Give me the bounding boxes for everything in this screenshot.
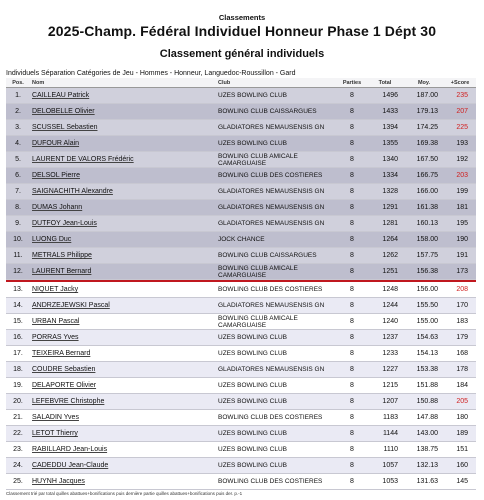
row-name — [30, 346, 216, 362]
row-name — [30, 248, 216, 264]
row-name — [30, 120, 216, 136]
row-club: UZES BOWLING CLUB — [216, 378, 338, 394]
row-score: 168 — [444, 346, 476, 362]
page-title: 2025-Champ. Fédéral Individuel Honneur Phase 1 Dépt 30 — [47, 23, 437, 39]
row-pos: 1. — [6, 88, 30, 104]
row-pos: 5. — [6, 152, 30, 168]
row-score: 193 — [444, 136, 476, 152]
column-header-moy[interactable]: Moy. — [404, 78, 444, 88]
row-pos: 24. — [6, 458, 30, 474]
player-name-link[interactable]: LEFEBVRE Christophe — [32, 398, 105, 405]
row-parties: 8 — [338, 232, 366, 248]
footer-note: Classement trié par total quilles abattues+bonifications puis dernière partie quilles abattues+bonifications puis der. p.-1 — [6, 491, 243, 496]
column-header-club[interactable]: Club — [216, 78, 338, 88]
table-row[interactable] — [6, 104, 476, 120]
table-row[interactable] — [6, 248, 476, 264]
row-parties: 8 — [338, 410, 366, 426]
row-moy: 166.00 — [404, 184, 444, 200]
table-row[interactable] — [6, 330, 476, 346]
row-club: BOWLING CLUB CAISSARGUES — [216, 248, 338, 264]
row-parties: 8 — [338, 248, 366, 264]
row-score: 178 — [444, 362, 476, 378]
row-name — [30, 184, 216, 200]
row-score: 192 — [444, 152, 476, 168]
row-total: 1233 — [366, 346, 404, 362]
table-row[interactable] — [6, 200, 476, 216]
row-score: 160 — [444, 458, 476, 474]
row-score: 191 — [444, 248, 476, 264]
page-subtitle: Classement général individuels — [159, 48, 325, 60]
player-name-link[interactable]: NIQUET Jacky — [32, 286, 79, 293]
row-club: BOWLING CLUB AMICALE CAMARGUAISE — [216, 314, 338, 330]
row-club: GLADIATORES NEMAUSENSIS GN — [216, 120, 338, 136]
row-pos: 19. — [6, 378, 30, 394]
row-club: UZES BOWLING CLUB — [216, 346, 338, 362]
table-row[interactable] — [6, 426, 476, 442]
row-parties: 8 — [338, 458, 366, 474]
row-name — [30, 330, 216, 346]
row-name — [30, 104, 216, 120]
row-pos: 10. — [6, 232, 30, 248]
row-moy: 156.38 — [404, 264, 444, 280]
row-name — [30, 474, 216, 490]
row-name — [30, 298, 216, 314]
row-moy: 151.88 — [404, 378, 444, 394]
player-name-link[interactable]: METRALS Philippe — [32, 252, 92, 259]
row-score: 145 — [444, 474, 476, 490]
row-parties: 8 — [338, 216, 366, 232]
player-name-link[interactable]: LAURENT DE VALORS Frédéric — [32, 156, 134, 163]
player-name-link[interactable]: DELOBELLE Olivier — [32, 108, 95, 115]
row-pos: 20. — [6, 394, 30, 410]
row-moy: 153.38 — [404, 362, 444, 378]
player-name-link[interactable]: LUONG Duc — [32, 236, 72, 243]
row-club: UZES BOWLING CLUB — [216, 394, 338, 410]
player-name-link[interactable]: CADEDDU Jean-Claude — [32, 462, 109, 469]
row-name — [30, 362, 216, 378]
row-parties: 8 — [338, 298, 366, 314]
player-name-link[interactable]: HUYNH Jacques — [32, 478, 85, 485]
table-row[interactable] — [6, 184, 476, 200]
table-row[interactable] — [6, 264, 476, 280]
row-total: 1334 — [366, 168, 404, 184]
row-parties: 8 — [338, 184, 366, 200]
row-parties: 8 — [338, 394, 366, 410]
row-name — [30, 216, 216, 232]
table-row[interactable] — [6, 216, 476, 232]
row-moy: 156.00 — [404, 282, 444, 298]
row-total: 1110 — [366, 442, 404, 458]
row-parties: 8 — [338, 330, 366, 346]
row-total: 1496 — [366, 88, 404, 104]
row-pos: 15. — [6, 314, 30, 330]
player-name-link[interactable]: DUMAS Johann — [32, 204, 83, 211]
row-score: 208 — [444, 282, 476, 298]
row-pos: 6. — [6, 168, 30, 184]
table-row[interactable] — [6, 410, 476, 426]
player-name-link[interactable]: DELAPORTE Olivier — [32, 382, 97, 389]
player-name-link[interactable]: TEIXEIRA Bernard — [32, 350, 91, 357]
row-total: 1244 — [366, 298, 404, 314]
row-club: UZES BOWLING CLUB — [216, 426, 338, 442]
row-club: GLADIATORES NEMAUSENSIS GN — [216, 298, 338, 314]
player-name-link[interactable]: SALADIN Yves — [32, 414, 79, 421]
table-row[interactable] — [6, 168, 476, 184]
row-total: 1215 — [366, 378, 404, 394]
row-moy: 150.88 — [404, 394, 444, 410]
row-total: 1264 — [366, 232, 404, 248]
row-score: 205 — [444, 394, 476, 410]
row-club: BOWLING CLUB DES COSTIERES — [216, 410, 338, 426]
row-parties: 8 — [338, 104, 366, 120]
table-row[interactable] — [6, 282, 476, 298]
row-moy: 143.00 — [404, 426, 444, 442]
row-club: JOCK CHANCE — [216, 232, 338, 248]
row-name — [30, 232, 216, 248]
table-row[interactable] — [6, 152, 476, 168]
row-total: 1227 — [366, 362, 404, 378]
row-parties: 8 — [338, 378, 366, 394]
row-moy: 161.38 — [404, 200, 444, 216]
player-name-link[interactable]: LETOT Thierry — [32, 430, 78, 437]
row-parties: 8 — [338, 474, 366, 490]
table-row[interactable] — [6, 394, 476, 410]
player-name-link[interactable]: URBAN Pascal — [32, 318, 80, 325]
row-moy: 147.88 — [404, 410, 444, 426]
row-pos: 12. — [6, 264, 30, 280]
row-total: 1433 — [366, 104, 404, 120]
row-pos: 17. — [6, 346, 30, 362]
row-club: BOWLING CLUB CAISSARGUES — [216, 104, 338, 120]
row-name — [30, 168, 216, 184]
row-total: 1291 — [366, 200, 404, 216]
row-club: BOWLING CLUB DES COSTIERES — [216, 282, 338, 298]
row-name — [30, 410, 216, 426]
row-total: 1328 — [366, 184, 404, 200]
row-name — [30, 88, 216, 104]
row-parties: 8 — [338, 152, 366, 168]
row-score: 189 — [444, 426, 476, 442]
row-name — [30, 394, 216, 410]
player-name-link[interactable]: PORRAS Yves — [32, 334, 79, 341]
row-club: GLADIATORES NEMAUSENSIS GN — [216, 362, 338, 378]
player-name-link[interactable]: DUFOUR Alain — [32, 140, 80, 147]
row-score: 207 — [444, 104, 476, 120]
column-header-parties[interactable]: Parties — [338, 78, 366, 88]
player-name-link[interactable]: ANDRZEJEWSKI Pascal — [32, 302, 110, 309]
row-pos: 22. — [6, 426, 30, 442]
row-parties: 8 — [338, 120, 366, 136]
player-name-link[interactable]: SAIGNACHITH Alexandre — [32, 188, 113, 195]
row-moy: 174.25 — [404, 120, 444, 136]
row-club: GLADIATORES NEMAUSENSIS GN — [216, 184, 338, 200]
row-parties: 8 — [338, 88, 366, 104]
row-score: 183 — [444, 314, 476, 330]
row-total: 1355 — [366, 136, 404, 152]
row-name — [30, 378, 216, 394]
row-pos: 23. — [6, 442, 30, 458]
row-score: 225 — [444, 120, 476, 136]
row-score: 199 — [444, 184, 476, 200]
row-total: 1251 — [366, 264, 404, 280]
player-name-link[interactable]: RABILLARD Jean-Louis — [32, 446, 108, 453]
table-row[interactable] — [6, 314, 476, 330]
table-row[interactable] — [6, 378, 476, 394]
row-total: 1262 — [366, 248, 404, 264]
table-row[interactable] — [6, 120, 476, 136]
row-club: UZES BOWLING CLUB — [216, 442, 338, 458]
row-moy: 169.38 — [404, 136, 444, 152]
row-name — [30, 458, 216, 474]
table-row[interactable] — [6, 458, 476, 474]
table-description: Individuels Séparation Catégories de Jeu - Hommes - Honneur, Languedoc-Roussillon - Gard — [6, 70, 296, 77]
row-parties: 8 — [338, 282, 366, 298]
row-score: 190 — [444, 232, 476, 248]
row-name — [30, 282, 216, 298]
row-parties: 8 — [338, 200, 366, 216]
column-header-pos[interactable]: Pos. — [6, 78, 30, 88]
row-total: 1053 — [366, 474, 404, 490]
table-body — [6, 88, 476, 490]
player-name-link[interactable]: CAILLEAU Patrick — [32, 92, 90, 99]
row-total: 1183 — [366, 410, 404, 426]
row-moy: 131.63 — [404, 474, 444, 490]
row-moy: 187.00 — [404, 88, 444, 104]
row-name — [30, 442, 216, 458]
row-pos: 3. — [6, 120, 30, 136]
row-parties: 8 — [338, 442, 366, 458]
row-pos: 4. — [6, 136, 30, 152]
row-moy: 157.75 — [404, 248, 444, 264]
row-club: UZES BOWLING CLUB — [216, 330, 338, 346]
row-parties: 8 — [338, 136, 366, 152]
row-pos: 9. — [6, 216, 30, 232]
player-name-link[interactable]: DUTFOY Jean-Louis — [32, 220, 97, 227]
table-row[interactable] — [6, 362, 476, 378]
table-row[interactable] — [6, 298, 476, 314]
row-moy: 154.63 — [404, 330, 444, 346]
row-total: 1057 — [366, 458, 404, 474]
row-club: BOWLING CLUB DES COSTIERES — [216, 474, 338, 490]
row-total: 1207 — [366, 394, 404, 410]
row-parties: 8 — [338, 362, 366, 378]
row-club: BOWLING CLUB AMICALE CAMARGUAISE — [216, 264, 338, 280]
row-pos: 21. — [6, 410, 30, 426]
player-name-link[interactable]: COUDRE Sebastien — [32, 366, 96, 373]
row-name — [30, 152, 216, 168]
column-header-nom[interactable]: Nom — [30, 78, 216, 88]
row-pos: 2. — [6, 104, 30, 120]
row-score: 195 — [444, 216, 476, 232]
row-score: 181 — [444, 200, 476, 216]
row-moy: 155.00 — [404, 314, 444, 330]
row-name — [30, 136, 216, 152]
row-club: UZES BOWLING CLUB — [216, 88, 338, 104]
row-name — [30, 264, 216, 280]
column-header-total[interactable]: Total — [366, 78, 404, 88]
row-total: 1340 — [366, 152, 404, 168]
row-pos: 14. — [6, 298, 30, 314]
row-club: UZES BOWLING CLUB — [216, 136, 338, 152]
table-row[interactable] — [6, 346, 476, 362]
player-name-link[interactable]: LAURENT Bernard — [32, 268, 92, 275]
row-parties: 8 — [338, 314, 366, 330]
row-score: 179 — [444, 330, 476, 346]
row-total: 1248 — [366, 282, 404, 298]
player-name-link[interactable]: DELSOL Pierre — [32, 172, 80, 179]
row-parties: 8 — [338, 426, 366, 442]
row-club: UZES BOWLING CLUB — [216, 458, 338, 474]
row-score: 184 — [444, 378, 476, 394]
row-moy: 138.75 — [404, 442, 444, 458]
table-row[interactable] — [6, 88, 476, 104]
row-pos: 11. — [6, 248, 30, 264]
row-moy: 160.13 — [404, 216, 444, 232]
row-pos: 8. — [6, 200, 30, 216]
ranking-table — [6, 78, 476, 490]
row-total: 1144 — [366, 426, 404, 442]
row-club: BOWLING CLUB DES COSTIERES — [216, 168, 338, 184]
row-moy: 167.50 — [404, 152, 444, 168]
row-pos: 16. — [6, 330, 30, 346]
row-pos: 13. — [6, 282, 30, 298]
row-total: 1240 — [366, 314, 404, 330]
table-row[interactable] — [6, 136, 476, 152]
row-parties: 8 — [338, 264, 366, 280]
table-row[interactable] — [6, 442, 476, 458]
row-moy: 154.13 — [404, 346, 444, 362]
row-total: 1394 — [366, 120, 404, 136]
row-moy: 158.00 — [404, 232, 444, 248]
player-name-link[interactable]: SCUSSEL Sebastien — [32, 124, 98, 131]
row-club: GLADIATORES NEMAUSENSIS GN — [216, 200, 338, 216]
page-kicker: Classements — [218, 13, 266, 22]
row-score: 151 — [444, 442, 476, 458]
table-row[interactable] — [6, 232, 476, 248]
column-header-score[interactable]: +Score — [444, 78, 476, 88]
row-pos: 18. — [6, 362, 30, 378]
table-row[interactable] — [6, 474, 476, 490]
row-name — [30, 200, 216, 216]
row-total: 1237 — [366, 330, 404, 346]
row-name — [30, 314, 216, 330]
row-moy: 179.13 — [404, 104, 444, 120]
table-header-row — [6, 78, 476, 88]
row-total: 1281 — [366, 216, 404, 232]
row-moy: 166.75 — [404, 168, 444, 184]
row-pos: 25. — [6, 474, 30, 490]
row-score: 173 — [444, 264, 476, 280]
row-name — [30, 426, 216, 442]
row-score: 203 — [444, 168, 476, 184]
row-moy: 155.50 — [404, 298, 444, 314]
row-parties: 8 — [338, 346, 366, 362]
row-club: BOWLING CLUB AMICALE CAMARGUAISE — [216, 152, 338, 168]
row-moy: 132.13 — [404, 458, 444, 474]
row-score: 170 — [444, 298, 476, 314]
row-score: 235 — [444, 88, 476, 104]
row-club: GLADIATORES NEMAUSENSIS GN — [216, 216, 338, 232]
row-parties: 8 — [338, 168, 366, 184]
row-score: 180 — [444, 410, 476, 426]
row-pos: 7. — [6, 184, 30, 200]
